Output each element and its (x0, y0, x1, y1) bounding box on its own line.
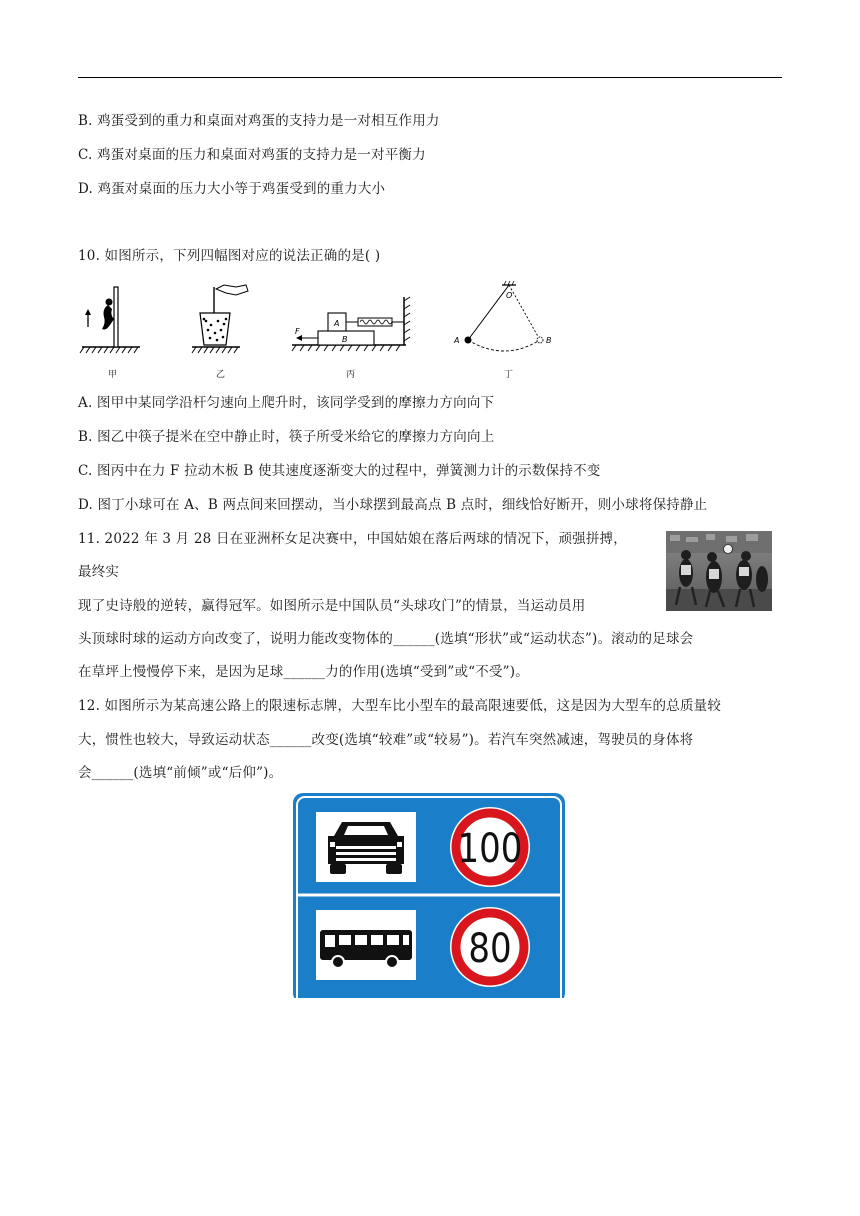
q11-line-1: 11. 2022 年 3 月 28 日在亚洲杯女足决赛中，中国姑娘在落后两球的情况下，顽强拼搏， (78, 531, 627, 547)
figure-bing-label-a: A (334, 319, 340, 328)
q10-option-c: C. 图丙中在力 F 拉动木板 B 使其速度逐渐变大的过程中，弹簧测力计的示数保持不变 (78, 463, 601, 479)
figure-bing-label-b: B (342, 335, 348, 344)
header-rule (78, 77, 782, 78)
car-speed-limit: 100 (457, 825, 523, 872)
figure-yi-chopstick-cup (186, 283, 252, 365)
bus-speed-limit: 80 (468, 925, 512, 972)
figure-ding-caption: 丁 (504, 370, 514, 380)
figure-bing-caption: 丙 (346, 370, 356, 380)
q11-line-2: 最终实 (78, 564, 120, 580)
figure-ding-label-b: B (546, 336, 552, 345)
figure-jia-caption: 甲 (108, 370, 118, 380)
q12-line-3: 会______(选填“前倾”或“后仰”)。 (78, 765, 283, 781)
q11-line-5: 在草坪上慢慢停下来，是因为足球______力的作用(选填“受到”或“不受”)。 (78, 664, 529, 680)
q12-line-2: 大，惯性也较大，导致运动状态______改变(选填“较难”或“较易”)。若汽车突然减速，驾驶员的身体将 (78, 732, 694, 748)
q10-stem: 10. 如图所示，下列四幅图对应的说法正确的是( ) (78, 248, 381, 264)
figure-ding-label-a: A (454, 336, 460, 345)
figure-bing-label-f: F (295, 327, 300, 336)
figure-yi-caption: 乙 (216, 370, 226, 380)
q11-line-3: 现了史诗般的逆转，赢得冠军。如图所示是中国队员“头球攻门”的情景，当运动员用 (78, 598, 586, 614)
figure-bing-blocks-spring (288, 293, 414, 365)
figure-jia-climber (78, 283, 144, 365)
q9-option-b: B. 鸡蛋受到的重力和桌面对鸡蛋的支持力是一对相互作用力 (78, 113, 440, 129)
figure-ding-pendulum (448, 280, 568, 366)
q12-line-1: 12. 如图所示为某高速公路上的限速标志牌，大型车比小型车的最高限速要低，这是因为大型车的总质量较 (78, 698, 722, 714)
q9-option-c: C. 鸡蛋对桌面的压力和桌面对鸡蛋的支持力是一对平衡力 (78, 147, 426, 163)
q10-option-d: D. 图丁小球可在 A、B 两点间来回摆动，当小球摆到最高点 B 点时，细线恰好断开，则小球将保持静止 (78, 497, 708, 513)
q10-option-b: B. 图乙中筷子提米在空中静止时，筷子所受米给它的摩擦力方向向上 (78, 429, 495, 445)
figure-ding-label-o: O (506, 291, 513, 300)
soccer-header-photo (666, 531, 772, 611)
speed-limit-sign (292, 792, 566, 998)
q9-option-d: D. 鸡蛋对桌面的压力大小等于鸡蛋受到的重力大小 (78, 181, 386, 197)
q11-line-4: 头顶球时球的运动方向改变了，说明力能改变物体的______(选填“形状”或“运动状态”)。滚动的足球会 (78, 631, 694, 647)
q10-option-a: A. 图甲中某同学沿杆匀速向上爬升时，该同学受到的摩擦力方向向下 (78, 395, 495, 411)
